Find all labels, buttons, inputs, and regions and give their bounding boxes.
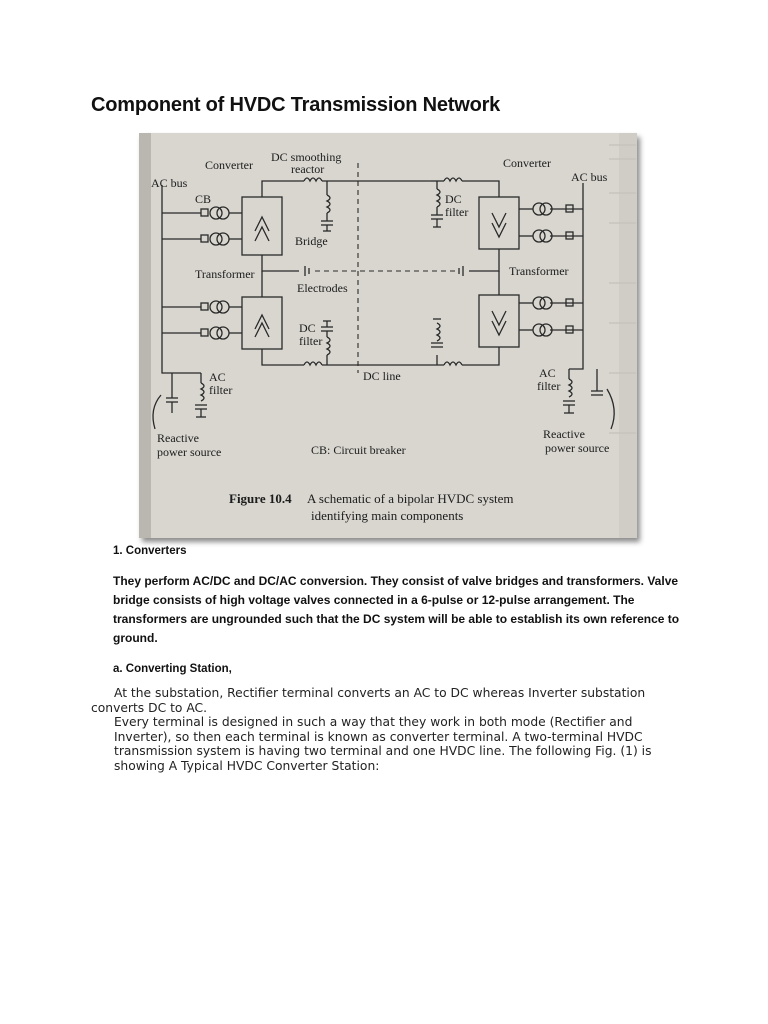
label-reactive-left-2: power source xyxy=(157,445,222,459)
figure-caption-line1: A schematic of a bipolar HVDC system xyxy=(307,491,514,506)
label-dc-line: DC line xyxy=(363,369,401,383)
figure-caption-label: Figure 10.4 xyxy=(229,491,292,506)
label-reactive-left-1: Reactive xyxy=(157,431,199,445)
label-ac-filter-left-1: AC xyxy=(209,370,226,384)
label-reactor: reactor xyxy=(291,162,325,176)
page-title: Component of HVDC Transmission Network xyxy=(91,94,501,116)
label-ac-filter-right-2: filter xyxy=(537,379,561,393)
schematic-svg xyxy=(139,133,637,538)
label-reactive-right-2: power source xyxy=(545,441,610,455)
label-transformer-right: Transformer xyxy=(509,264,569,278)
hvdc-schematic-figure xyxy=(139,133,637,538)
label-converter-left: Converter xyxy=(205,158,253,172)
label-dc-smoothing: DC smoothing xyxy=(271,150,342,164)
label-cb-legend: CB: Circuit breaker xyxy=(311,443,406,457)
label-ac-bus-left: AC bus xyxy=(151,176,188,190)
label-reactive-right-1: Reactive xyxy=(543,427,585,441)
converting-station-body xyxy=(91,686,691,773)
label-converter-right: Converter xyxy=(503,156,551,170)
label-dc-filter-bot-1: DC xyxy=(299,321,316,335)
section-heading-converters: 1. Converters xyxy=(113,545,187,557)
label-ac-filter-left-2: filter xyxy=(209,383,233,397)
label-dc-filter-top-2: filter xyxy=(445,205,469,219)
converters-paragraph: They perform AC/DC and DC/AC conversion. They consist of valve bridges and transformers. Valve bridge consists of high voltage valves connected in a 6-pulse or 12-pulse arrangement. The transformers are ungrounded such that the DC system will be able to establish its own reference to ground. xyxy=(113,574,680,645)
paragraph-terminal: Every terminal is designed in such a way that they work in both mode (Rectifier and Inverter), so then each terminal is known as converter terminal. A two-terminal HVDC transmission system is having two terminal and one HVDC line. The following Fig. (1) is showing A Typical HVDC Converter Station: xyxy=(114,715,652,773)
figure-caption-line2: identifying main components xyxy=(311,508,464,523)
label-cb: CB xyxy=(195,192,212,206)
label-dc-filter-bot-2: filter xyxy=(299,334,323,348)
label-transformer-left: Transformer xyxy=(195,267,255,281)
label-electrodes: Electrodes xyxy=(297,281,348,295)
label-ac-bus-right: AC bus xyxy=(571,170,608,184)
section-heading-converting-station: a. Converting Station, xyxy=(113,663,232,675)
label-dc-filter-top-1: DC xyxy=(445,192,462,206)
label-bridge: Bridge xyxy=(295,234,328,248)
label-ac-filter-right-1: AC xyxy=(539,366,556,380)
paragraph-substation: At the substation, Rectifier terminal converts an AC to DC whereas Inverter substation converts DC to AC. xyxy=(91,686,646,715)
